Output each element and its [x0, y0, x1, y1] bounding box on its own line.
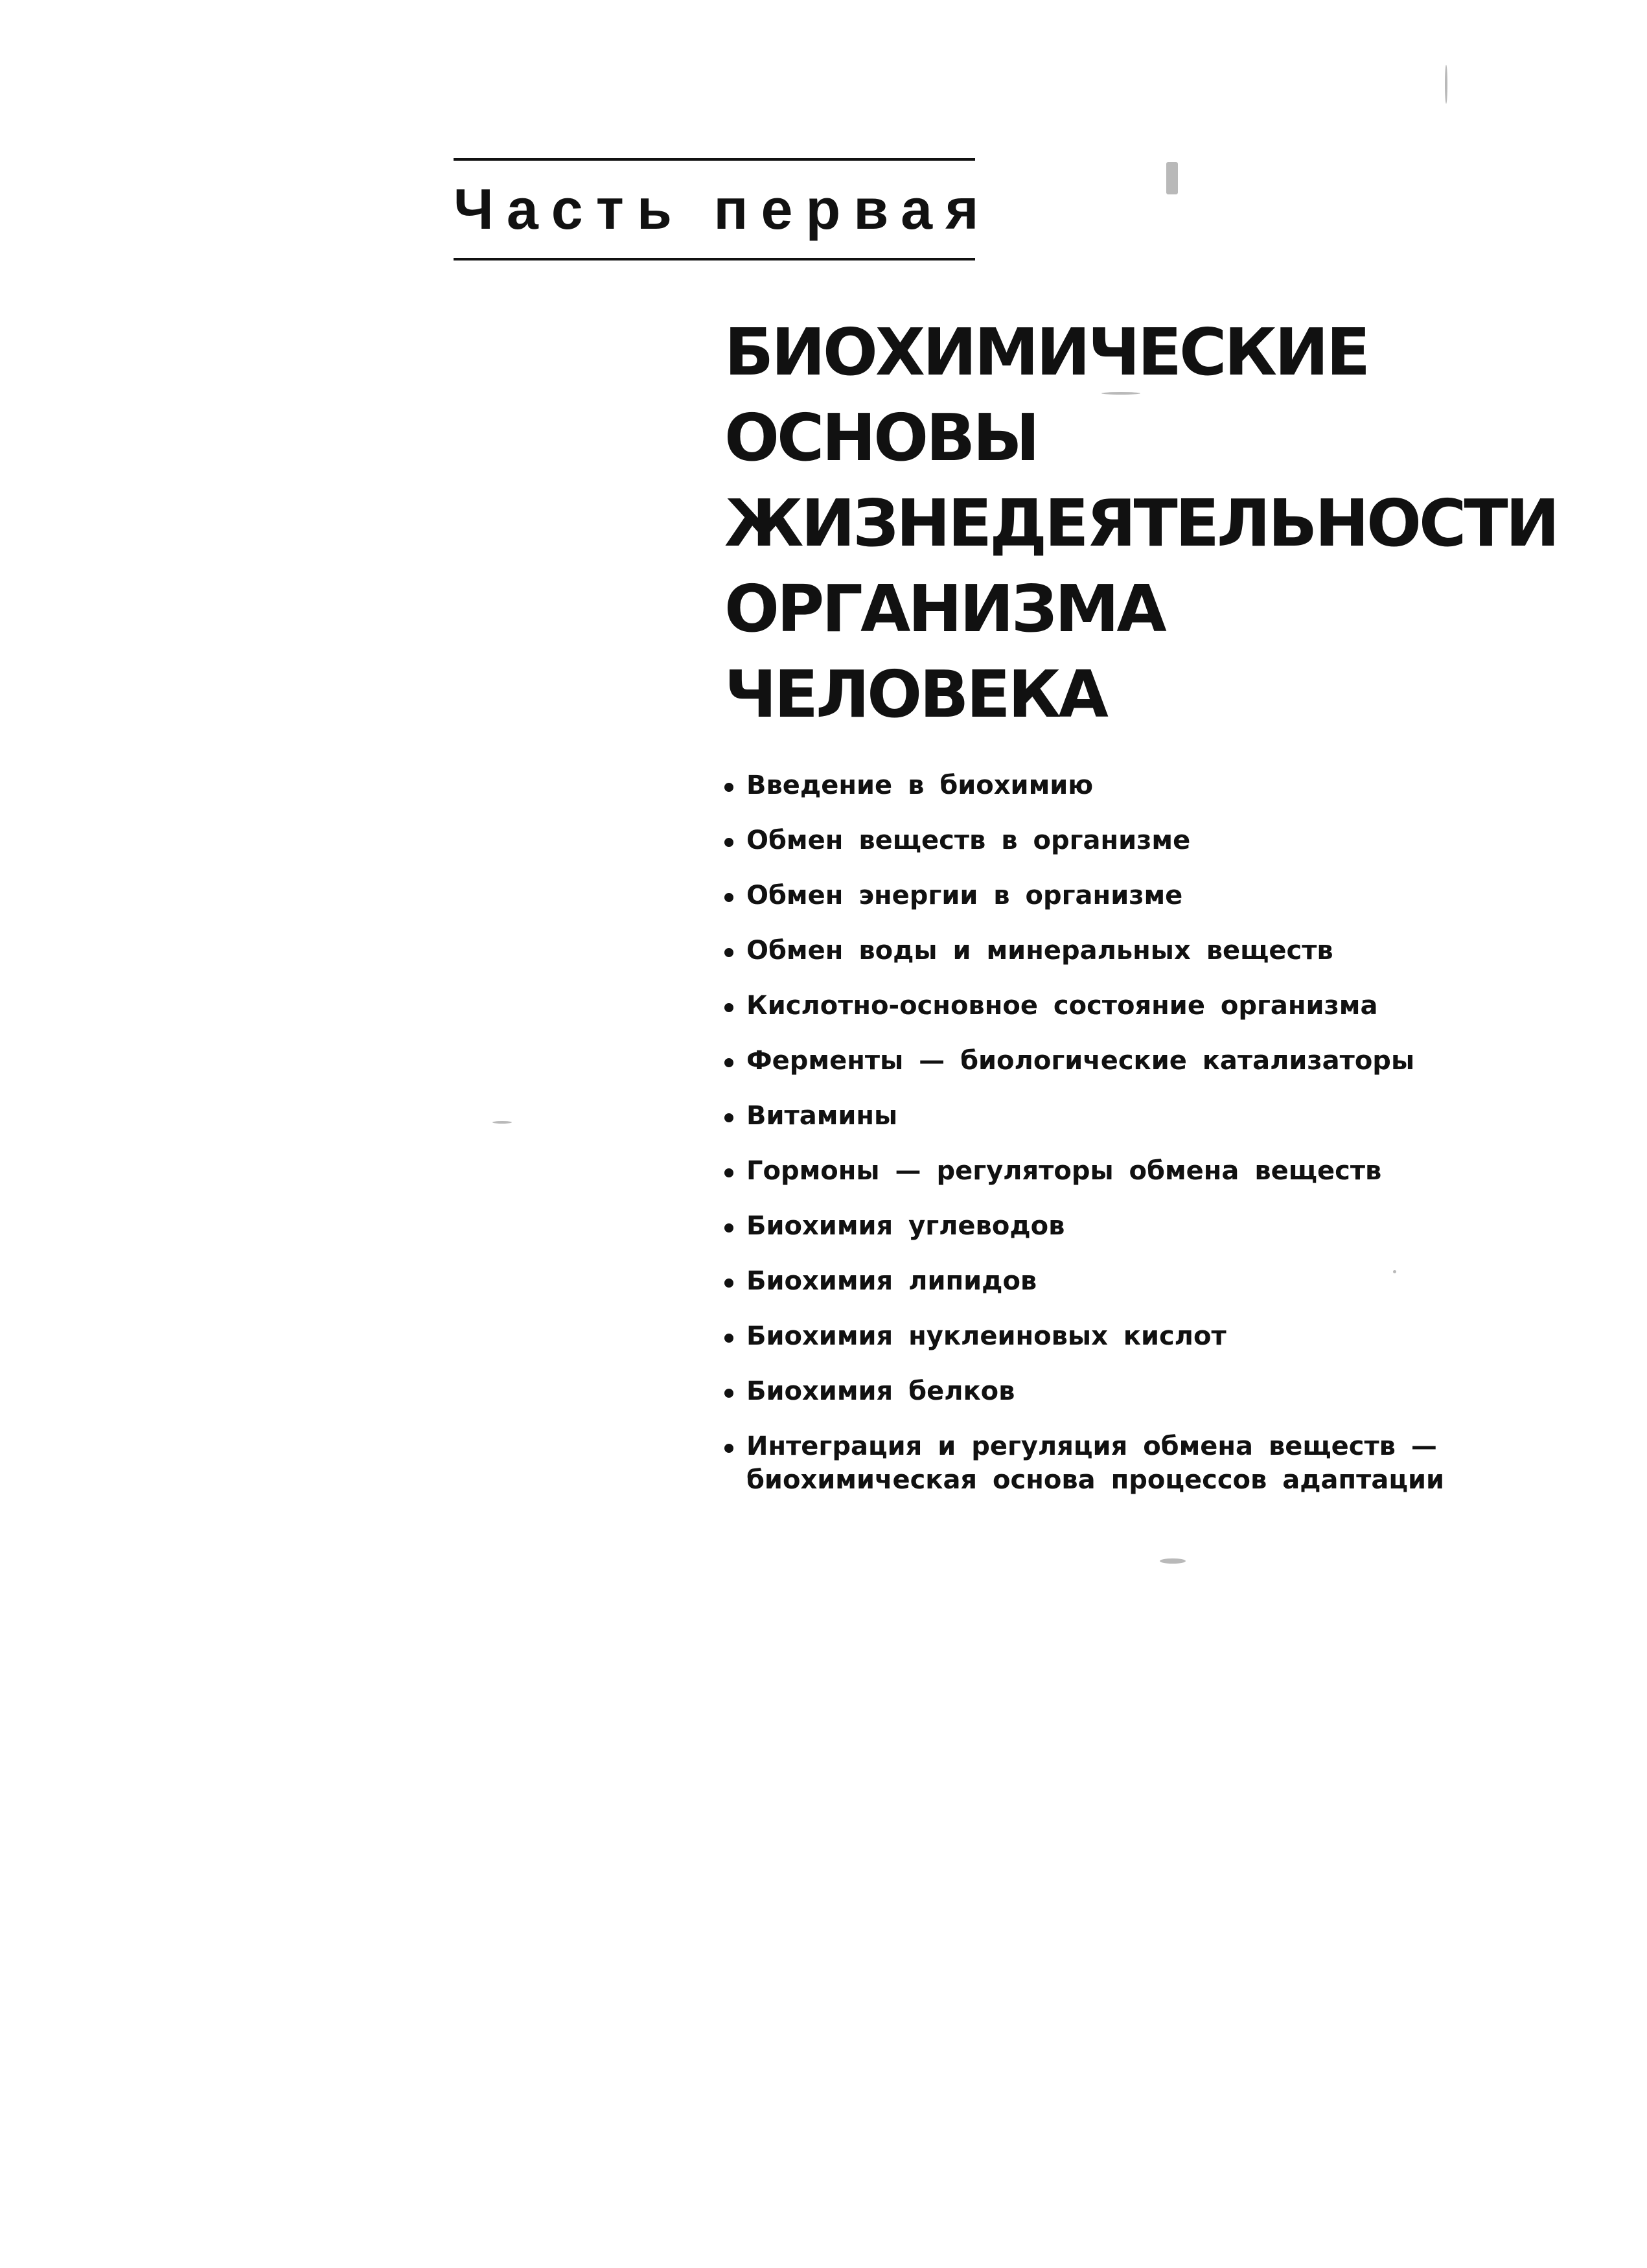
scan-speck: [1166, 162, 1178, 194]
bullet-icon: [724, 1223, 733, 1232]
list-item: [724, 1429, 1502, 1497]
scan-speck: [1160, 1558, 1186, 1564]
bottom-rule: [454, 258, 975, 260]
scan-speck: [1393, 1270, 1396, 1273]
part-title: [724, 310, 1631, 737]
list-item: [724, 1264, 1502, 1319]
list-item: [724, 824, 1502, 879]
list-item: [724, 1154, 1502, 1209]
topic-label: Витамины: [746, 1101, 898, 1131]
bullet-icon: [724, 783, 733, 792]
bullet-icon: [724, 1279, 733, 1288]
scan-speck: [1445, 65, 1447, 104]
part-label: Часть первая: [454, 177, 992, 241]
topic-label: Биохимия белков: [746, 1376, 1015, 1406]
title-line: ОРГАНИЗМА: [724, 571, 1164, 647]
scan-speck: [1101, 392, 1140, 395]
topic-label: Обмен воды и минеральных веществ: [746, 936, 1333, 966]
title-line: БИОХИМИЧЕСКИЕ: [724, 314, 1368, 390]
topic-label: Интеграция и регуляция обмена веществ — биохимическая основа процессов адаптации: [746, 1431, 1445, 1495]
topic-label: Обмен энергии в организме: [746, 881, 1183, 910]
list-item: [724, 1319, 1502, 1374]
list-item: [724, 879, 1502, 934]
title-line: ЖИЗНЕДЕЯТЕЛЬНОСТИ: [724, 485, 1558, 561]
topic-label: Ферменты — биологические катализаторы: [746, 1046, 1415, 1076]
list-item: [724, 1209, 1502, 1264]
topic-label: Обмен веществ в организме: [746, 826, 1191, 855]
list-item: [724, 1374, 1502, 1429]
title-line: ЧЕЛОВЕКА: [724, 656, 1106, 732]
bullet-icon: [724, 838, 733, 847]
topic-label: Введение в биохимию: [746, 770, 1094, 800]
bullet-icon: [724, 1058, 733, 1067]
list-item: [724, 1044, 1502, 1099]
bullet-icon: [724, 893, 733, 902]
topic-label: Гормоны — регуляторы обмена веществ: [746, 1156, 1382, 1186]
bullet-icon: [724, 1003, 733, 1012]
bullet-icon: [724, 948, 733, 957]
bullet-icon: [724, 1168, 733, 1177]
topic-label: Биохимия липидов: [746, 1266, 1037, 1296]
topic-label: Кислотно-основное состояние организма: [746, 991, 1378, 1021]
list-item: [724, 934, 1502, 989]
list-item: [724, 1099, 1502, 1154]
list-item: [724, 989, 1502, 1044]
topic-label: Биохимия углеводов: [746, 1211, 1065, 1241]
bullet-icon: [724, 1389, 733, 1398]
scan-speck: [492, 1121, 512, 1124]
bullet-icon: [724, 1334, 733, 1343]
list-item: [724, 769, 1502, 824]
title-line: ОСНОВЫ: [724, 400, 1037, 476]
top-rule: [454, 158, 975, 161]
topic-label: Биохимия нуклеиновых кислот: [746, 1321, 1227, 1351]
bullet-icon: [724, 1113, 733, 1122]
topics-list: [724, 769, 1502, 1497]
bullet-icon: [724, 1444, 733, 1453]
